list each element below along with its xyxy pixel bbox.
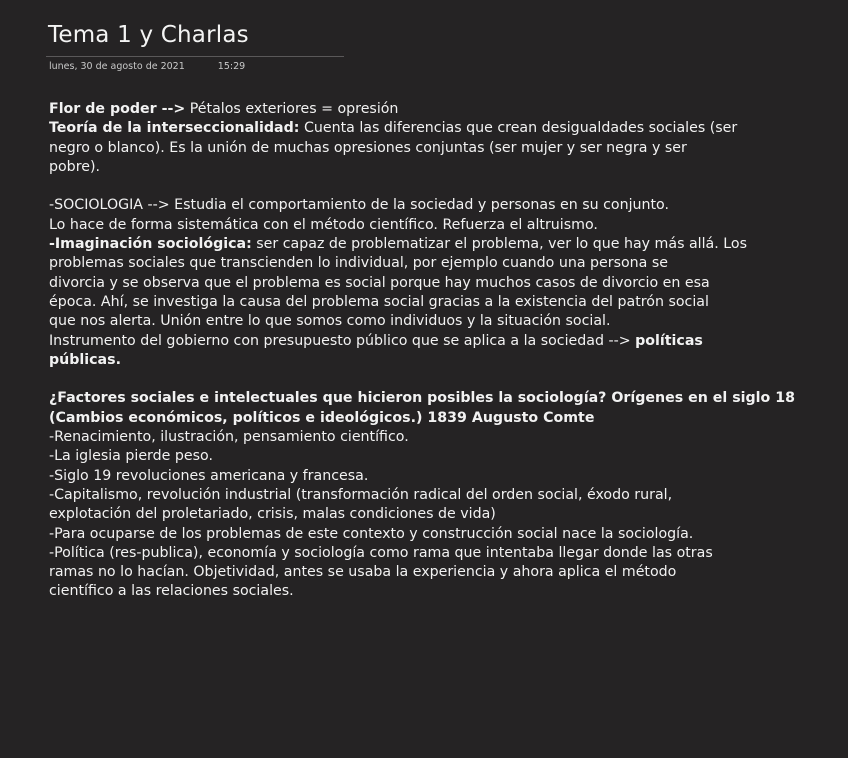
note-line: que nos alerta. Unión entre lo que somos como individuos y la situación social. [49,313,611,330]
note-text: Pétalos exteriores = opresión [185,101,399,117]
note-line [49,119,839,138]
note-line [49,409,839,428]
note-line: época. Ahí, se investiga la causa del problema social gracias a la existencia del patrón social [49,293,709,310]
term-imaginacion-sociologica: -Imaginación sociológica: [49,236,252,253]
page-metadata [49,61,245,72]
list-item: -Renacimiento, ilustración, pensamiento científico. [49,429,409,446]
note-line [49,389,839,408]
list-item: explotación del proletariado, crisis, malas condiciones de vida) [49,506,496,523]
note-line: problemas sociales que transcienden lo individual, por ejemplo cuando una persona se [49,255,668,272]
list-item: científico a las relaciones sociales. [49,583,294,600]
note-line: negro o blanco). Es la unión de muchas opresiones conjuntas (ser mujer y ser negra y ser [49,139,687,156]
note-text: Cuenta las diferencias que crean desigualdades sociales (ser [299,120,738,137]
blank-line [49,177,839,196]
list-item: -La iglesia pierde peso. [49,448,213,465]
page-time: 15:29 [217,61,246,72]
list-item: -Política (res-publica), economía y sociología como rama que intentaba llegar donde las otras [49,544,713,561]
term-interseccionalidad: Teoría de la interseccionalidad: [49,120,300,137]
term-publicas: públicas. [49,351,121,368]
question-factores-cont: (Cambios económicos, políticos e ideológicos.) 1839 Augusto Comte [49,409,595,426]
note-body[interactable] [49,100,839,602]
note-line [49,351,839,370]
blank-line [49,370,839,389]
list-item: -Para ocuparse de los problemas de este contexto y construcción social nace la sociología. [49,525,694,542]
note-line [49,332,839,351]
note-line [49,100,839,119]
note-text: Instrumento del gobierno con presupuesto público que se aplica a la sociedad --> [49,332,636,349]
note-line: -SOCIOLOGIA --> Estudia el comportamiento de la sociedad y personas en su conjunto. [49,197,670,214]
list-item: -Capitalismo, revolución industrial (transformación radical del orden social, éxodo rural, [49,486,673,503]
question-factores: ¿Factores sociales e intelectuales que hicieron posibles la sociología? Orígenes en el siglo 18 [49,390,795,407]
note-line: Lo hace de forma sistemática con el método científico. Refuerza el altruismo. [49,216,598,233]
note-line: pobre). [49,158,100,175]
term-flor-de-poder: Flor de poder --> [49,101,186,117]
note-line [49,235,839,254]
list-item: ramas no lo hacían. Objetividad, antes se usaba la experiencia y ahora aplica el método [49,564,677,581]
list-item: -Siglo 19 revoluciones americana y francesa. [49,467,369,484]
page-date: lunes, 30 de agosto de 2021 [49,61,185,72]
note-line: divorcia y se observa que el problema es social porque hay muchos casos de divorcio en esa [49,274,710,291]
page-title[interactable]: Tema 1 y Charlas [48,22,249,48]
title-divider [46,56,344,57]
term-politicas: políticas [635,332,703,349]
note-text: ser capaz de problematizar el problema, ver lo que hay más allá. Los [251,236,747,253]
